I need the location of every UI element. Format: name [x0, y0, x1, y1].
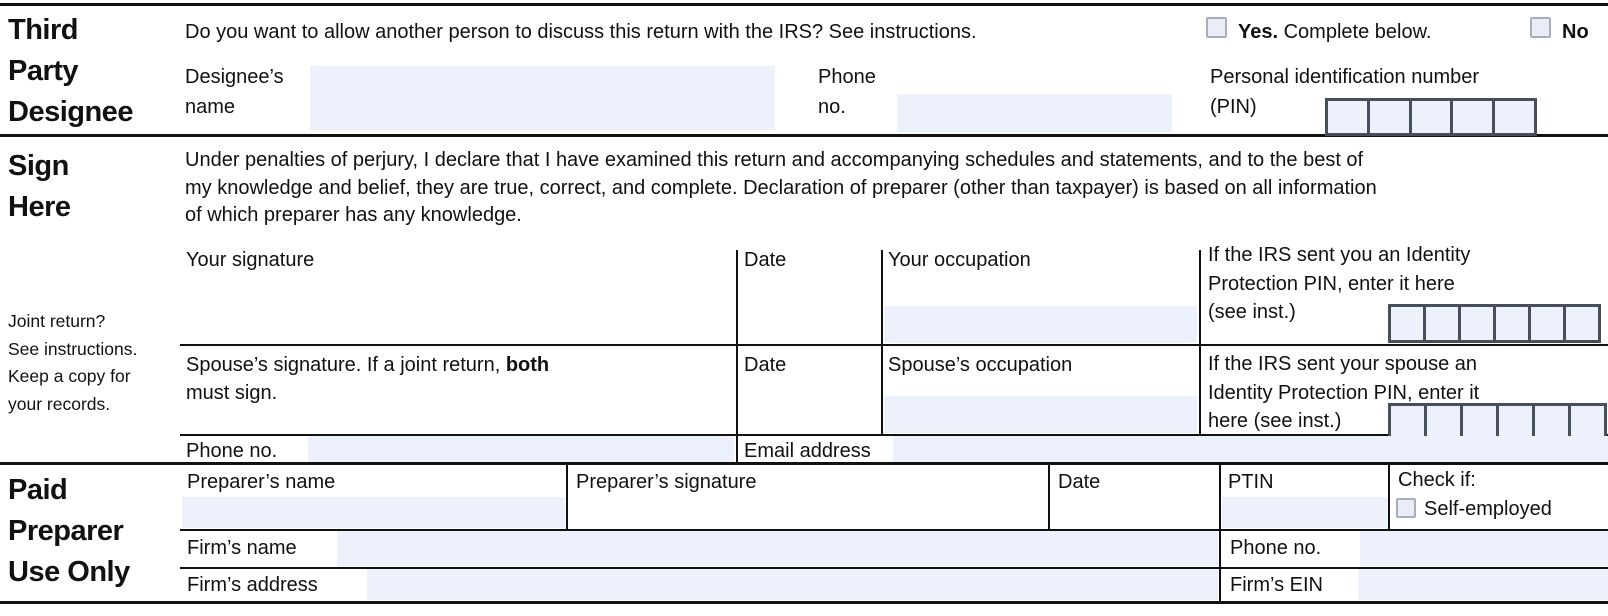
date-ptin-firm-divider: [1219, 464, 1221, 601]
pin-cell[interactable]: [1391, 307, 1423, 340]
date-label-1: Date: [744, 249, 787, 271]
preparer-name-label: Preparer’s name: [187, 471, 336, 493]
ip-pin-you-label: If the IRS sent you an Identity Protection PIN, enter it here (see inst.): [1208, 244, 1471, 323]
pin-cell[interactable]: [1391, 406, 1424, 437]
yes-bold: Yes.: [1238, 21, 1279, 43]
preparer-signature-date-divider: [1048, 464, 1050, 529]
preparer-signature-area[interactable]: [576, 494, 1036, 528]
preparer-name-field[interactable]: [182, 497, 565, 528]
signature-row-divider: [180, 344, 1608, 346]
self-employed-label: Self-employed: [1424, 498, 1552, 520]
designee-pin-boxes[interactable]: [1325, 98, 1537, 136]
phone-label: Phone no.: [186, 440, 278, 462]
email-label: Email address: [744, 440, 871, 462]
your-signature-area[interactable]: [186, 270, 726, 340]
perjury-statement: Under penalties of perjury, I declare that I have examined this return and accompanying schedules and statements, and to the best of my knowledge and belief, they are true, correct, and complete. Declaration of preparer (other than taxpayer) is based on all information of which preparer has any knowledge.: [185, 149, 1377, 226]
joint-return-note: Joint return? See instructions. Keep a copy for your records.: [8, 311, 138, 414]
firm-ein-label: Firm’s EIN: [1230, 574, 1323, 596]
firm-address-field[interactable]: [367, 569, 1218, 600]
pin-cell[interactable]: [1409, 101, 1451, 133]
pin-cell[interactable]: [1424, 406, 1460, 437]
pin-cell[interactable]: [1458, 307, 1493, 340]
paid-preparer-heading: Paid Preparer Use Only: [8, 474, 130, 588]
pin-cell[interactable]: [1528, 307, 1563, 340]
date-occupation-divider: [881, 250, 883, 434]
pin-cell[interactable]: [1423, 307, 1458, 340]
designee-name-label: Designee’s name: [185, 66, 284, 118]
bottom-rule: [0, 601, 1608, 604]
pin-cell[interactable]: [1496, 406, 1532, 437]
ptin-field[interactable]: [1222, 497, 1388, 528]
your-signature-label: Your signature: [186, 249, 315, 271]
signature-date-divider: [736, 250, 738, 462]
firm-phone-label: Phone no.: [1230, 537, 1322, 559]
date-label-2: Date: [744, 354, 787, 376]
ptin-checkif-divider: [1388, 464, 1390, 529]
pin-cell[interactable]: [1328, 101, 1367, 133]
firm-phone-field[interactable]: [1360, 531, 1608, 566]
pin-cell[interactable]: [1367, 101, 1409, 133]
pin-cell[interactable]: [1493, 307, 1528, 340]
firm-ein-field[interactable]: [1358, 569, 1608, 600]
spouse-occupation-label: Spouse’s occupation: [888, 354, 1073, 376]
pin-cell[interactable]: [1563, 307, 1598, 340]
ip-pin-you-boxes[interactable]: [1388, 304, 1601, 343]
third-party-question: Do you want to allow another person to discuss this return with the IRS? See instructions.: [185, 21, 977, 43]
phone-field[interactable]: [308, 436, 734, 462]
pin-label: Personal identification number (PIN): [1210, 66, 1480, 118]
sign-here-heading: Sign Here: [8, 150, 71, 223]
your-occupation-field[interactable]: [884, 306, 1197, 343]
preparer-name-signature-divider: [566, 464, 568, 529]
ip-pin-spouse-boxes[interactable]: [1388, 403, 1607, 440]
pin-cell[interactable]: [1450, 101, 1492, 133]
pin-cell[interactable]: [1532, 406, 1568, 437]
your-occupation-label: Your occupation: [888, 249, 1031, 271]
designee-name-field[interactable]: [310, 66, 775, 130]
preparer-date-label: Date: [1058, 471, 1101, 493]
spouse-occupation-field[interactable]: [884, 396, 1197, 433]
firm-name-label: Firm’s name: [187, 537, 297, 559]
ptin-label: PTIN: [1228, 471, 1274, 493]
designee-phone-field[interactable]: [897, 94, 1172, 132]
preparer-signature-label: Preparer’s signature: [576, 471, 757, 493]
yes-label: [1238, 18, 1431, 46]
pin-cell[interactable]: [1568, 406, 1604, 437]
firm-name-field[interactable]: [337, 531, 1218, 566]
check-if-label: Check if:: [1398, 469, 1476, 491]
ip-pin-spouse-label: If the IRS sent your spouse an Identity Protection PIN, enter it here (see inst.): [1208, 353, 1480, 432]
designee-phone-label: Phone no.: [818, 66, 876, 118]
no-checkbox[interactable]: [1530, 17, 1551, 38]
third-party-designee-heading: Third Party Designee: [8, 14, 133, 128]
occupation-ippin-divider: [1199, 250, 1201, 434]
self-employed-checkbox[interactable]: [1396, 498, 1416, 518]
spouse-signature-label: Spouse’s signature. If a joint return, both must sign.: [186, 354, 550, 404]
no-label: No: [1562, 21, 1589, 43]
pin-cell[interactable]: [1460, 406, 1496, 437]
yes-checkbox[interactable]: [1206, 17, 1227, 38]
pin-cell[interactable]: [1492, 101, 1534, 133]
firm-address-label: Firm’s address: [187, 574, 318, 596]
top-rule: [0, 3, 1608, 6]
email-field[interactable]: [893, 436, 1608, 462]
yes-rest: Complete below.: [1278, 21, 1432, 43]
